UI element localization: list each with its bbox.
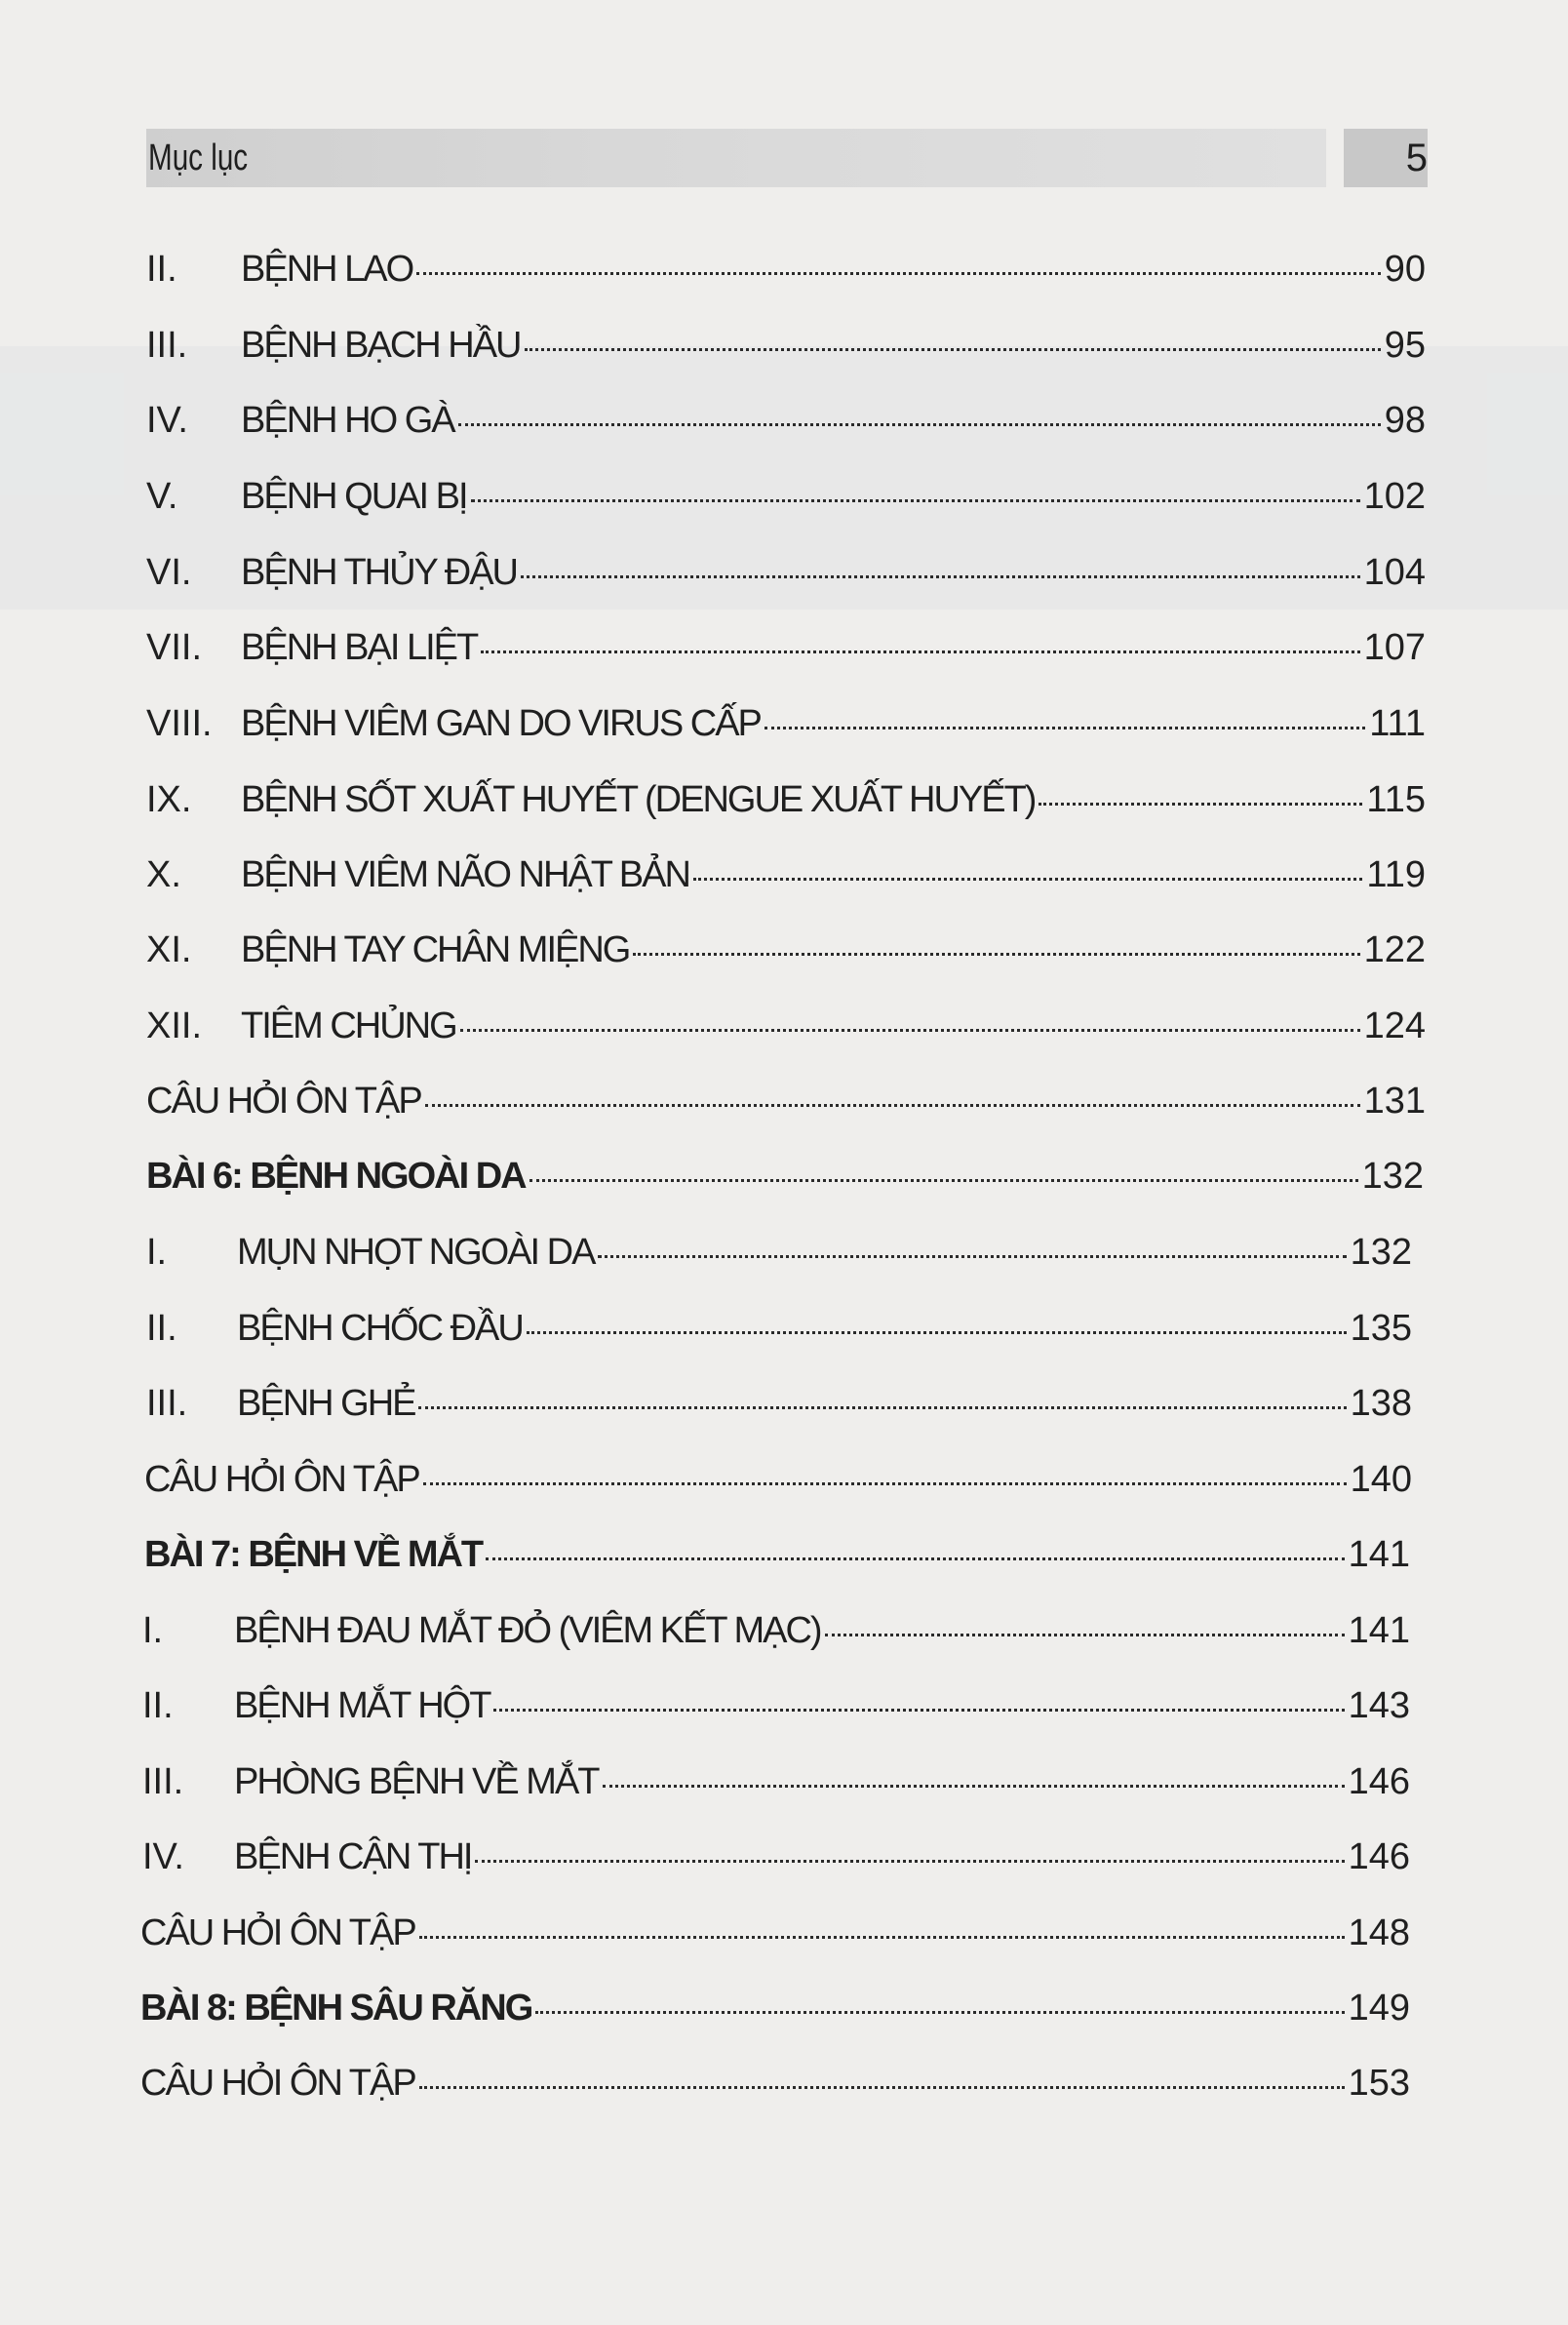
- toc-entry-title: BỆNH HO GÀ: [241, 400, 454, 441]
- toc-entry-page: 122: [1363, 929, 1426, 970]
- toc-dot-leader: [525, 348, 1381, 351]
- toc-entry-page: 119: [1366, 854, 1426, 895]
- toc-entry: [146, 1072, 1426, 1130]
- toc-entry: [146, 316, 1426, 374]
- toc-entry-number: IV.: [142, 1836, 184, 1877]
- toc-entry-title: PHÒNG BỆNH VỀ MẮT: [234, 1761, 599, 1802]
- toc-entry-number: IX.: [146, 779, 192, 820]
- toc-dot-leader: [527, 1331, 1347, 1334]
- toc-entry-title: BỆNH GHẺ: [237, 1383, 415, 1424]
- toc-entry-page: 141: [1348, 1534, 1410, 1575]
- toc-dot-leader: [423, 1482, 1347, 1485]
- toc-entry-title: BÀI 7: BỆNH VỀ MẮT: [144, 1534, 483, 1575]
- toc-entry-page: 124: [1363, 1005, 1426, 1046]
- toc-dot-leader: [1039, 803, 1362, 806]
- toc-entry-number: II.: [146, 249, 177, 290]
- toc-entry-number: V.: [146, 476, 178, 517]
- toc-entry-title: BỆNH CHỐC ĐẦU: [237, 1308, 523, 1349]
- toc-entry-number: IV.: [146, 400, 188, 441]
- toc-section-heading: [146, 1147, 1424, 1205]
- toc-entry-page: 146: [1348, 1761, 1410, 1802]
- toc-section-heading: [140, 1979, 1410, 2037]
- toc-entry: [142, 1601, 1410, 1660]
- toc-entry: [142, 1753, 1410, 1811]
- toc-entry: [146, 618, 1426, 677]
- toc-entry: [146, 543, 1426, 602]
- toc-entry: [144, 1450, 1412, 1509]
- toc-entry-title: MỤN NHỌT NGOÀI DA: [237, 1232, 595, 1273]
- toc-entry: [146, 1374, 1412, 1433]
- toc-entry-page: 140: [1350, 1459, 1412, 1500]
- toc-entry: [146, 846, 1426, 904]
- toc-dot-leader: [764, 727, 1365, 729]
- toc-entry-page: 111: [1369, 703, 1426, 744]
- toc-entry-number: VI.: [146, 552, 192, 593]
- toc-section-heading: [144, 1525, 1410, 1584]
- toc-dot-leader: [693, 878, 1362, 881]
- toc-entry-number: III.: [146, 1383, 188, 1424]
- page-number: 5: [1405, 137, 1428, 179]
- toc-entry-title: BỆNH BẠI LIỆT: [241, 627, 478, 668]
- toc-entry-page: 98: [1384, 400, 1426, 441]
- toc-dot-leader: [475, 1860, 1344, 1863]
- toc-entry-page: 153: [1348, 2063, 1410, 2104]
- toc-dot-leader: [603, 1785, 1345, 1788]
- toc-entry-page: 143: [1348, 1685, 1410, 1726]
- toc-entry: [140, 1904, 1410, 1962]
- toc-dot-leader: [481, 650, 1359, 653]
- toc-entry: [146, 467, 1426, 526]
- toc-entry-page: 135: [1350, 1308, 1412, 1349]
- toc-entry-title: BỆNH BẠCH HẦU: [241, 325, 521, 366]
- toc-dot-leader: [535, 2011, 1344, 2014]
- toc-entry-page: 149: [1348, 1988, 1410, 2029]
- toc-dot-leader: [425, 1104, 1360, 1107]
- toc-dot-leader: [633, 953, 1359, 956]
- toc-entry-number: XI.: [146, 929, 192, 970]
- toc-entry-page: 95: [1384, 325, 1426, 366]
- toc-dot-leader: [486, 1557, 1344, 1560]
- toc-entry: [146, 770, 1426, 829]
- toc-entry: [146, 240, 1426, 298]
- toc-dot-leader: [419, 2086, 1345, 2089]
- toc-dot-leader: [460, 1029, 1360, 1032]
- toc-entry-title: CÂU HỎI ÔN TẬP: [140, 2063, 415, 2104]
- toc-entry-number: XII.: [146, 1005, 203, 1046]
- toc-dot-leader: [825, 1634, 1345, 1636]
- page-title: Mục lục: [148, 138, 249, 178]
- toc-entry-number: II.: [146, 1308, 177, 1349]
- toc-entry-page: 132: [1350, 1232, 1412, 1273]
- toc-dot-leader: [598, 1255, 1346, 1258]
- toc-entry-page: 102: [1363, 476, 1426, 517]
- toc-entry: [140, 2054, 1410, 2112]
- toc-entry: [146, 694, 1426, 753]
- toc-entry-title: BỆNH SỐT XUẤT HUYẾT (DENGUE XUẤT HUYẾT): [241, 779, 1036, 820]
- toc-entry: [146, 1223, 1412, 1281]
- toc-entry-title: CÂU HỎI ÔN TẬP: [146, 1081, 421, 1122]
- toc-entry: [142, 1676, 1410, 1735]
- header-band: [146, 129, 1326, 187]
- toc-entry: [146, 997, 1426, 1055]
- toc-entry-title: BÀI 6: BỆNH NGOÀI DA: [146, 1156, 526, 1197]
- toc-entry-page: 141: [1348, 1610, 1410, 1651]
- toc-entry-number: VIII.: [146, 703, 213, 744]
- toc-entry-page: 115: [1366, 779, 1426, 820]
- toc-dot-leader: [419, 1936, 1345, 1939]
- toc-entry-title: BỆNH VIÊM NÃO NHẬT BẢN: [241, 854, 689, 895]
- toc-dot-leader: [493, 1709, 1344, 1712]
- toc-entry-number: VII.: [146, 627, 203, 668]
- toc-entry: [146, 1299, 1412, 1358]
- toc-entry: [142, 1828, 1410, 1886]
- toc-entry-number: I.: [142, 1610, 164, 1651]
- toc-dot-leader: [458, 423, 1381, 426]
- toc-entry-title: BỆNH CẬN THỊ: [234, 1836, 472, 1877]
- toc-entry-number: I.: [146, 1232, 168, 1273]
- toc-entry-page: 146: [1348, 1836, 1410, 1877]
- toc-entry-title: BỆNH MẮT HỘT: [234, 1685, 490, 1726]
- toc-entry-number: III.: [142, 1761, 184, 1802]
- toc-dot-leader: [529, 1179, 1358, 1182]
- toc-entry-title: BỆNH QUAI BỊ: [241, 476, 467, 517]
- toc-entry-number: X.: [146, 854, 181, 895]
- toc-entry-number: II.: [142, 1685, 174, 1726]
- toc-entry-page: 104: [1363, 552, 1426, 593]
- toc-dot-leader: [521, 575, 1360, 578]
- toc-dot-leader: [416, 272, 1381, 275]
- toc-entry-page: 138: [1350, 1383, 1412, 1424]
- toc-entry-title: BỆNH VIÊM GAN DO VIRUS CẤP: [241, 703, 761, 744]
- toc-entry-page: 90: [1384, 249, 1426, 290]
- toc-entry-title: TIÊM CHỦNG: [241, 1005, 456, 1046]
- toc-entry-page: 107: [1363, 627, 1426, 668]
- toc-dot-leader: [418, 1406, 1346, 1409]
- toc-entry-page: 148: [1348, 1912, 1410, 1953]
- toc-entry-title: BỆNH LAO: [241, 249, 413, 290]
- toc-entry-title: BÀI 8: BỆNH SÂU RĂNG: [140, 1988, 532, 2029]
- toc-entry-title: BỆNH TAY CHÂN MIỆNG: [241, 929, 630, 970]
- toc-entry-page: 132: [1361, 1156, 1424, 1197]
- toc-entry-page: 131: [1363, 1081, 1426, 1122]
- toc-entry: [146, 391, 1426, 450]
- toc-entry-title: BỆNH ĐAU MẮT ĐỎ (VIÊM KẾT MẠC): [234, 1610, 821, 1651]
- toc-entry: [146, 921, 1426, 979]
- toc-entry-number: III.: [146, 325, 188, 366]
- toc-entry-title: BỆNH THỦY ĐẬU: [241, 552, 517, 593]
- toc-entry-title: CÂU HỎI ÔN TẬP: [140, 1912, 415, 1953]
- toc-entry-title: CÂU HỎI ÔN TẬP: [144, 1459, 419, 1500]
- toc-dot-leader: [471, 499, 1360, 502]
